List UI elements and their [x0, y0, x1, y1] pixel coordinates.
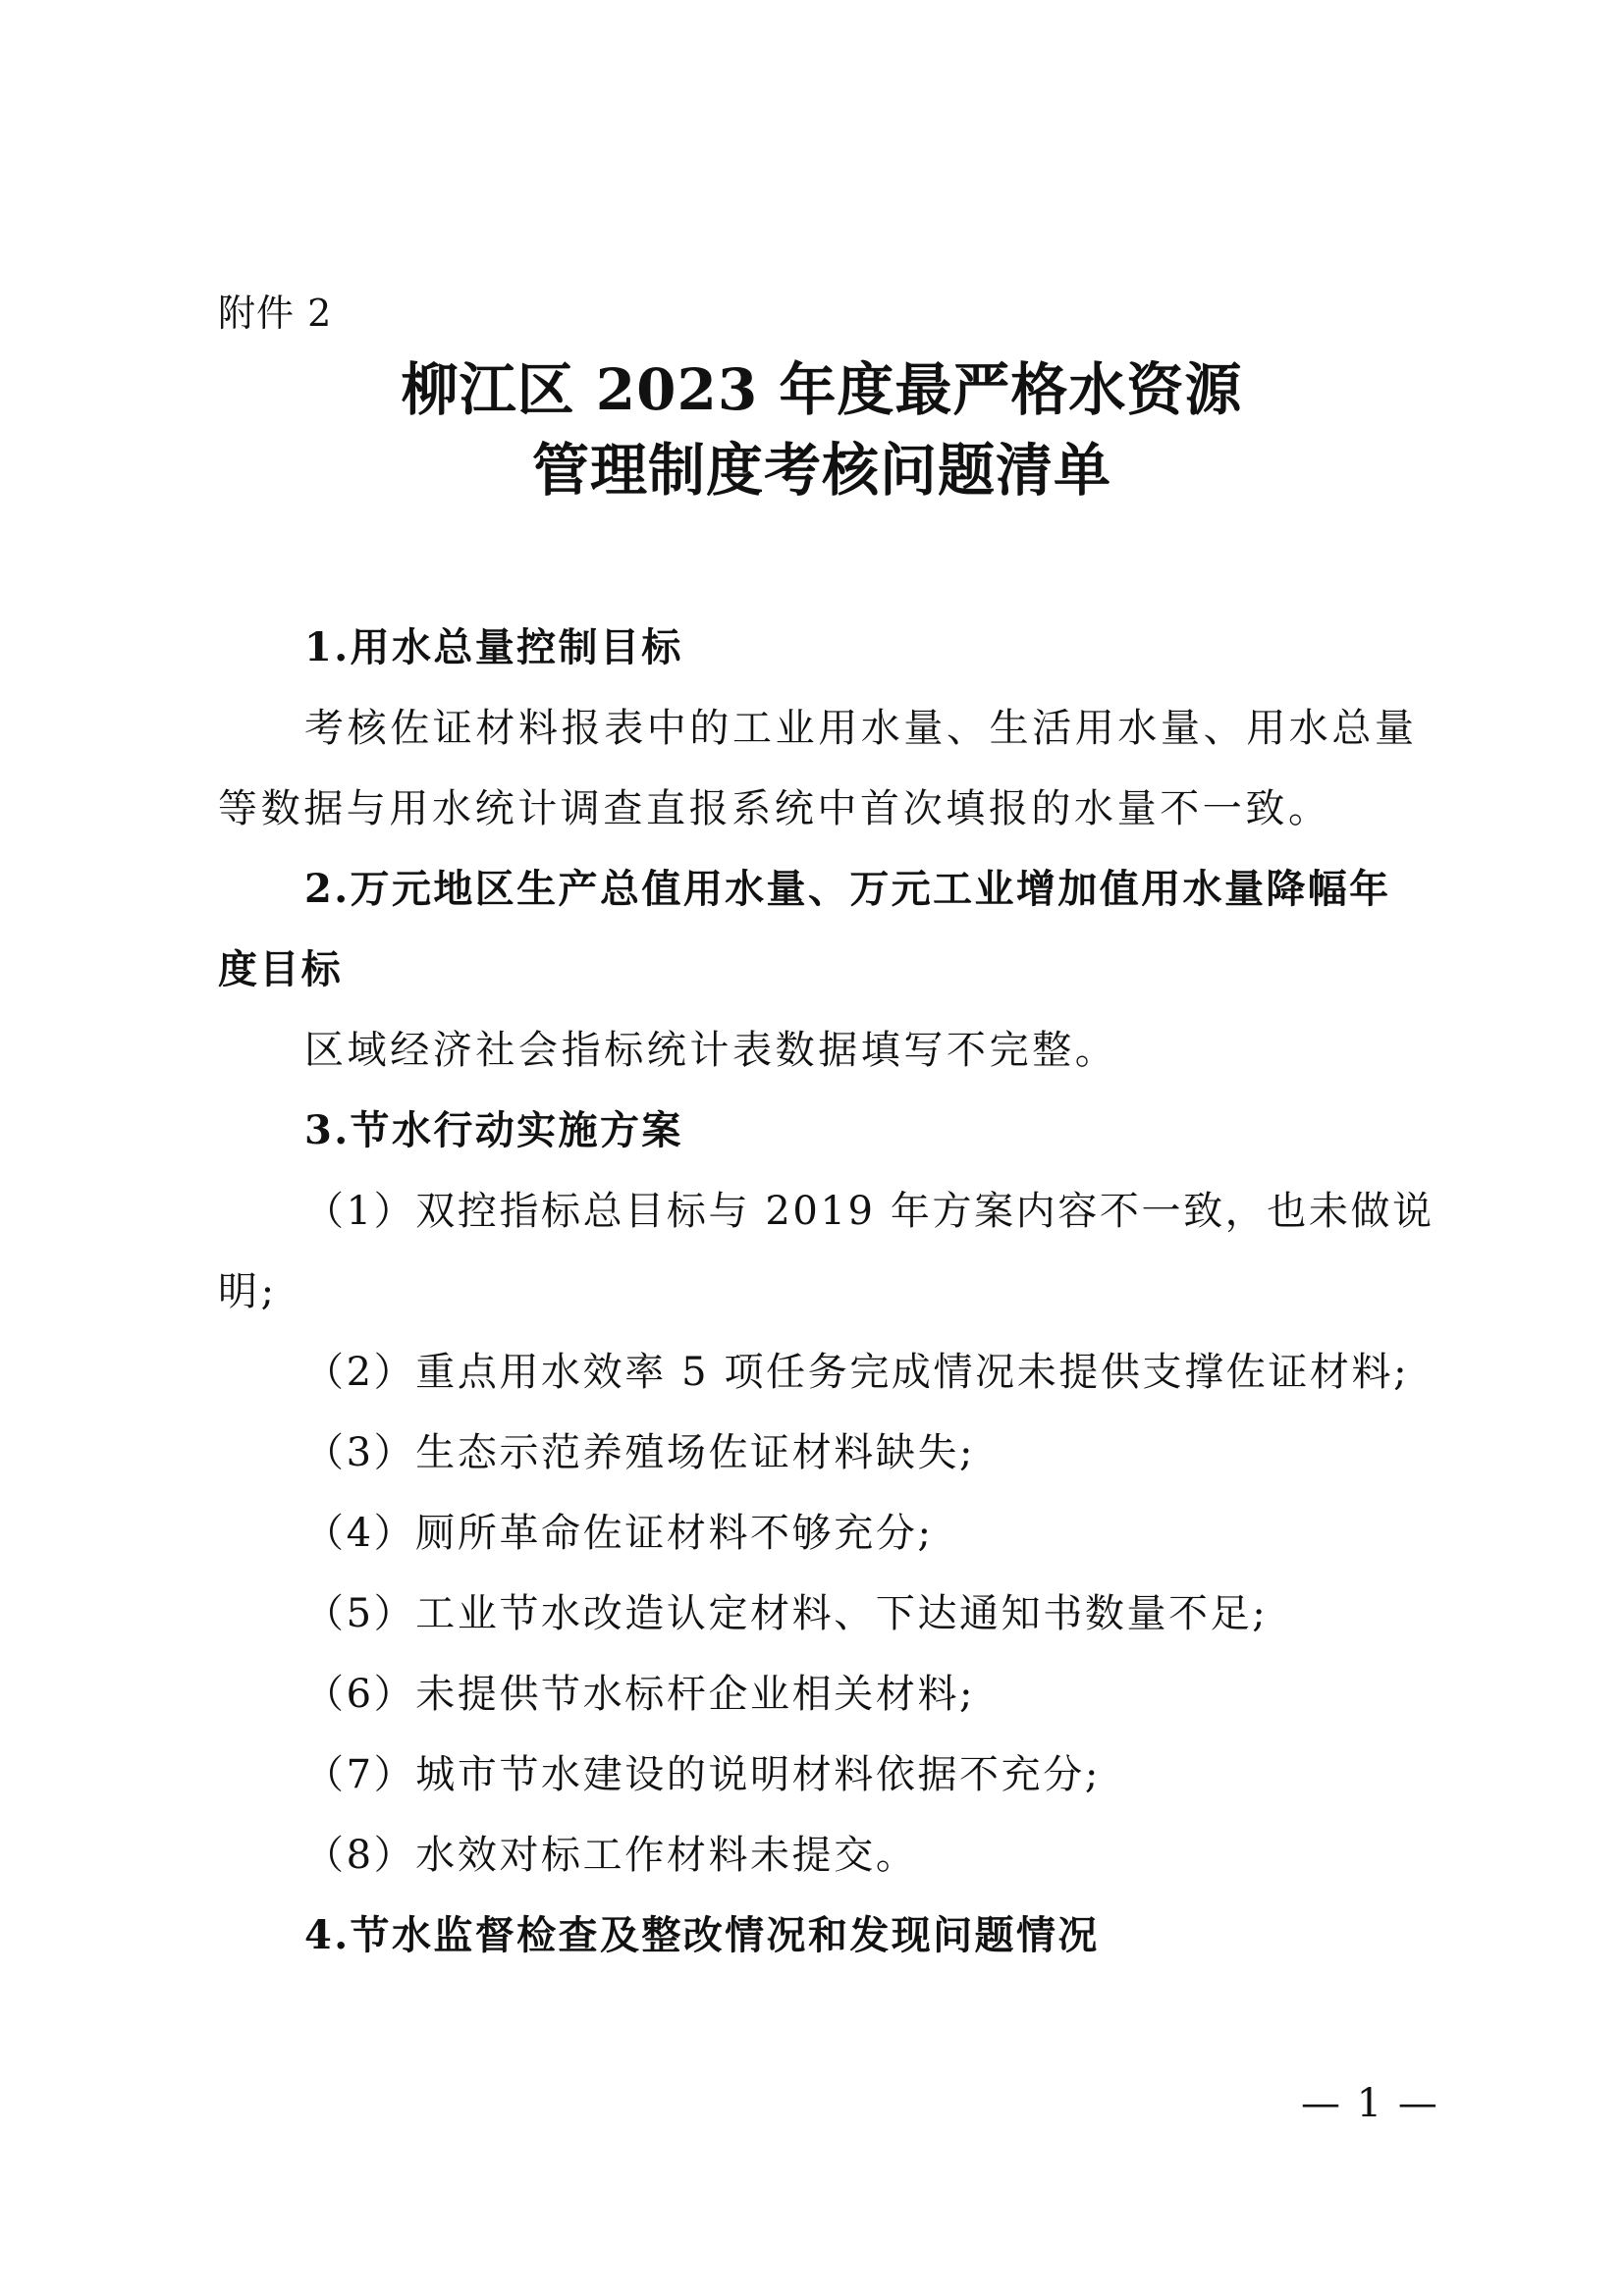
section-3-item-1-continued: 明;: [218, 1269, 278, 1314]
section-1-body-line-2: 等数据与用水统计调查直报系统中首次填报的水量不一致。: [218, 786, 1331, 831]
section-2-heading-line-2: 度目标: [218, 946, 344, 992]
section-3-item-4: （4）厕所革命佐证材料不够充分;: [304, 1511, 934, 1556]
section-3-item-1: （1）双控指标总目标与 2019 年方案内容不一致，也未做说: [304, 1189, 1435, 1234]
document-title-line-1: 柳江区 2023 年度最严格水资源: [401, 356, 1243, 423]
section-1-heading: 1.用水总量控制目标: [304, 624, 683, 670]
document-title-line-2: 管理制度考核问题清单: [531, 437, 1111, 504]
section-3-item-7: （7）城市节水建设的说明材料依据不充分;: [304, 1752, 1101, 1797]
section-3-item-2: （2）重点用水效率 5 项任务完成情况未提供支撑佐证材料;: [304, 1350, 1410, 1395]
section-3-item-5: （5）工业节水改造认定材料、下达通知书数量不足;: [304, 1591, 1269, 1636]
section-3-item-8: （8）水效对标工作材料未提交。: [304, 1833, 918, 1878]
section-3-heading: 3.节水行动实施方案: [304, 1107, 683, 1153]
section-3-item-3: （3）生态示范养殖场佐证材料缺失;: [304, 1430, 976, 1475]
section-3-item-6: （6）未提供节水标杆企业相关材料;: [304, 1672, 976, 1717]
page-number: — 1 —: [1301, 2081, 1439, 2126]
section-1-body-line-1: 考核佐证材料报表中的工业用水量、生活用水量、用水总量: [304, 706, 1418, 751]
attachment-label: 附件 2: [218, 292, 333, 335]
section-2-body: 区域经济社会指标统计表数据填写不完整。: [304, 1028, 1118, 1073]
section-2-heading-line-1: 2.万元地区生产总值用水量、万元工业增加值用水量降幅年: [304, 866, 1391, 912]
section-4-heading: 4.节水监督检查及整改情况和发现问题情况: [304, 1912, 1100, 1958]
